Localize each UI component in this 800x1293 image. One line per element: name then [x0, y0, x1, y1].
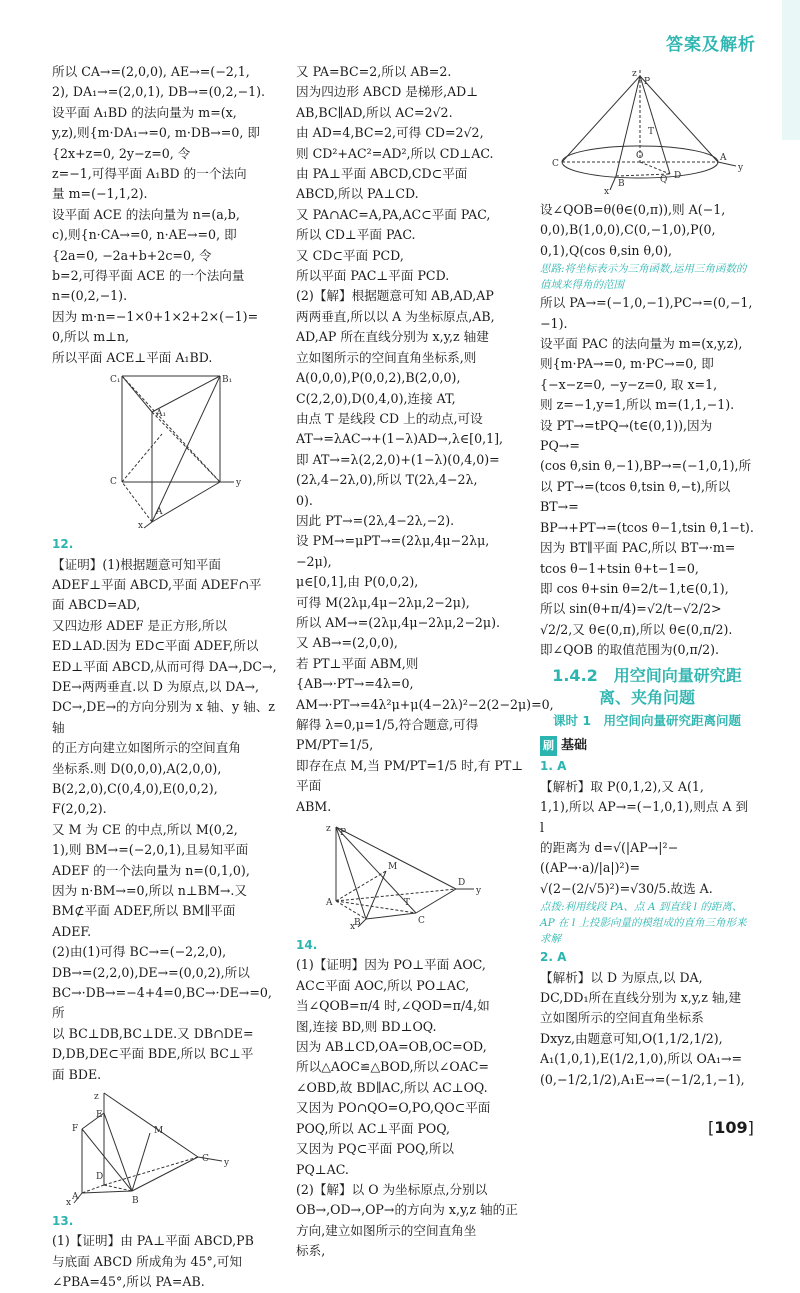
- text-line: 标系,: [296, 1243, 326, 1259]
- note-hint: 点拨:利用线段 PA、点 A 到直线 l 的距离、AP 在 l 上投影向量的模组成的直角三角形来求解: [540, 901, 747, 946]
- text-line: 由 PA⊥平面 ABCD,CD⊂平面: [296, 166, 468, 182]
- text-line: 设平面 ACE 的法向量为 n=(a,b,: [52, 206, 240, 222]
- note-thinking: 思路:将坐标表示为三角函数,运用三角函数的值域来得角的范围: [540, 263, 747, 292]
- text-line: 即存在点 M,当 PM/PT=1/5 时,有 PT⊥平面: [296, 757, 524, 794]
- text-line: 所以 CA→=(2,0,0), AE→=(−2,1,: [52, 64, 250, 79]
- level-icon: 刷: [540, 736, 557, 756]
- text-line: 即 cos θ+sin θ=2/t−1,t∈(0,1),: [540, 580, 729, 596]
- svg-text:T: T: [648, 127, 655, 137]
- text-line: μ∈[0,1],由 P(0,0,2),: [296, 574, 419, 590]
- q14-text: [296, 955, 524, 1261]
- text-line: 设平面 A₁BD 的法向量为 m=(x,: [52, 104, 237, 120]
- text-line: ED⊥AD.因为 ED⊂平面 ADEF,所以: [52, 638, 259, 654]
- text-line: AD,AP 所在直线分别为 x,y,z 轴建: [296, 329, 489, 345]
- text-line: 解得 λ=0,μ=1/5,符合题意,可得: [296, 717, 479, 732]
- text-line: (cos θ,sin θ,−1),BP→=(−1,0,1),所: [540, 458, 752, 474]
- text-line: 0,1),Q(cos θ,sin θ,0),: [540, 242, 672, 258]
- svg-text:A: A: [720, 153, 727, 163]
- text-line: ADEF 的一个法向量为 n=(0,1,0),: [52, 862, 250, 878]
- text-line: 所以平面 ACE⊥平面 A₁BD.: [52, 349, 213, 365]
- figure-pyramid-q13: [296, 821, 496, 931]
- q1-text: [540, 777, 754, 899]
- text-line: 所以 sin(θ+π/4)=√2/t−√2/2>: [540, 601, 722, 617]
- text-line: n=(0,2,−1).: [52, 288, 128, 304]
- svg-text:B: B: [354, 918, 361, 929]
- q12-text: [52, 555, 280, 1086]
- text-line: −1).: [540, 315, 568, 331]
- svg-text:P: P: [340, 828, 347, 839]
- header-title: 答案及解析: [666, 35, 756, 55]
- text-line: 因为 BT∥平面 PAC,所以 BT→·m=: [540, 540, 736, 556]
- text-line: 因为 AB⊥CD,OA=OB,OC=OD,: [296, 1039, 487, 1055]
- text-line: DE→两两垂直.以 D 为原点,以 DA→,: [52, 678, 260, 694]
- text-line: ∠OBD,故 BD∥AC,所以 AC⊥OQ.: [296, 1079, 488, 1095]
- text-line: (1)【证明】因为 PO⊥平面 AOC,: [296, 957, 486, 973]
- text-line: b=2,可得平面 ACE 的一个法向量: [52, 268, 245, 284]
- svg-text:z: z: [632, 69, 637, 79]
- text-line: {AB→·PT→=4λ=0, AM→·PT→=4λ²μ+μ(4−2λ)²−2(2−2μ)=0,: [296, 676, 554, 712]
- q13-number: 13.: [52, 1214, 74, 1229]
- text-line: ADEF⊥平面 ABCD,平面 ADEF∩平: [52, 576, 262, 592]
- text-line: 所以 AM→=(2λμ,4μ−2λμ,2−2μ).: [296, 614, 500, 630]
- svg-text:A: A: [72, 1192, 79, 1203]
- text-line: 坐标系.则 D(0,0,0),A(2,0,0),: [52, 760, 222, 776]
- text-line: 则{m·PA→=0, m·PC→=0, 即{−x−z=0, −y−z=0, 取 x=1,: [540, 356, 718, 392]
- column-3: [540, 62, 754, 1090]
- text-line: BP→+PT→=(tcos θ−1,tsin θ,1−t).: [540, 519, 754, 535]
- text-line: 1),则 BM→=(−2,0,1),且易知平面: [52, 842, 249, 858]
- q12-number: 12.: [52, 537, 74, 552]
- text-line: BM⊄平面 ADEF,所以 BM∥平面: [52, 903, 236, 919]
- text-line: (2λ,4−2λ,0),所以 T(2λ,4−2λ,: [296, 472, 478, 488]
- svg-text:B₁: B₁: [222, 375, 233, 386]
- text-line: OB→,OD→,OP→的方向为 x,y,z 轴的正: [296, 1202, 518, 1218]
- text-line: 若 PT⊥平面 ABM,则: [296, 655, 419, 671]
- svg-text:M: M: [154, 1126, 164, 1137]
- svg-text:T: T: [404, 898, 411, 909]
- svg-text:C: C: [110, 477, 117, 488]
- svg-text:D: D: [458, 878, 466, 889]
- svg-text:y: y: [476, 886, 482, 897]
- svg-text:A: A: [326, 898, 333, 909]
- q2-number: 2. A: [540, 950, 567, 965]
- text-line: F(2,0,2).: [52, 801, 107, 817]
- svg-text:x: x: [66, 1198, 72, 1208]
- text-line: 设 PM→=μPT→=(2λμ,4μ−2λμ,−2μ),: [296, 533, 490, 569]
- svg-text:O: O: [636, 151, 644, 161]
- figure-cone-q14: [540, 66, 750, 196]
- text-line: 因为 m·n=−1×0+1×2+2×(−1)=: [52, 308, 259, 324]
- text-line: tcos θ−1+tsin θ+t−1=0,: [540, 560, 699, 576]
- text-line: ABCD,所以 PA⊥CD.: [296, 186, 419, 202]
- text-line: A₁(1,0,1),E(1/2,1,0),所以 OA₁→=: [540, 1051, 743, 1067]
- col3-text-a: [540, 200, 754, 261]
- text-line: C(2,2,0),D(0,4,0),连接 AT,: [296, 390, 456, 406]
- text-line: 又 M 为 CE 的中点,所以 M(0,2,: [52, 821, 238, 837]
- svg-text:z: z: [326, 824, 331, 835]
- text-line: c),则{n·CA→=0, n·AE→=0, 即{2a=0, −2a+b+2c=0, 令: [52, 227, 237, 263]
- text-line: 因此 PT→=(2λ,4−2λ,−2).: [296, 512, 455, 528]
- text-line: 立如图所示的空间直角坐标系: [540, 1010, 704, 1026]
- text-line: 则 CD²+AC²=AD²,所以 CD⊥AC.: [296, 145, 494, 161]
- text-line: 的距离为 d=√(|AP→|²−((AP→·a)/|a|)²)=: [540, 839, 679, 876]
- text-line: DC,DD₁所在直线分别为 x,y,z 轴,建: [540, 990, 742, 1005]
- level-tag: 基础: [561, 737, 588, 753]
- text-line: 所以 PA→=(−1,0,−1),PC→=(0,−1,: [540, 295, 753, 311]
- text-line: 又 CD⊂平面 PCD,: [296, 247, 404, 263]
- text-line: (2)由(1)可得 BC→=(−2,2,0),: [52, 944, 227, 960]
- q2-text: [540, 968, 754, 1090]
- text-line: 又 PA∩AC=A,PA,AC⊂平面 PAC,: [296, 206, 491, 222]
- svg-text:D: D: [674, 171, 682, 181]
- text-line: 【解析】取 P(0,1,2),又 A(1,: [540, 778, 704, 794]
- svg-text:M: M: [388, 862, 398, 873]
- text-line: 由 AD=4,BC=2,可得 CD=2√2,: [296, 125, 484, 141]
- text-line: 立如图所示的空间直角坐标系,则: [296, 349, 477, 365]
- text-line: 可得 M(2λμ,4μ−2λμ,2−2μ),: [296, 594, 470, 610]
- col1-text: [52, 62, 280, 368]
- page-header: [0, 0, 800, 60]
- text-line: 当∠QOB=π/4 时,∠QOD=π/4,如: [296, 998, 490, 1014]
- svg-text:C₁: C₁: [110, 375, 121, 386]
- text-line: 因为 n·BM→=0,所以 n⊥BM→.又: [52, 883, 248, 898]
- figure-prism-q11: [52, 372, 252, 530]
- text-line: 因为四边形 ABCD 是梯形,AD⊥: [296, 84, 479, 100]
- text-line: (2)【解】以 O 为坐标原点,分别以: [296, 1181, 488, 1197]
- svg-text:x: x: [138, 521, 144, 531]
- text-line: 以 BC⊥DB,BC⊥DE.又 DB∩DE=: [52, 1025, 254, 1041]
- text-line: 由点 T 是线段 CD 上的动点,可设: [296, 410, 483, 426]
- section-title: 1.4.2 用空间向量研究距离、夹角问题: [552, 665, 742, 707]
- col3-text-b: [540, 293, 754, 660]
- svg-text:E: E: [96, 1110, 103, 1121]
- text-line: 即 AT→=λ(2,2,0)+(1−λ)(0,4,0)=: [296, 451, 500, 467]
- text-line: (0,−1/2,1/2),A₁E→=(−1/2,1,−1),: [540, 1071, 745, 1087]
- text-line: 图,连接 BD,则 BD⊥OQ.: [296, 1018, 437, 1034]
- text-line: (2)【解】根据题意可知 AB,AD,AP: [296, 288, 494, 304]
- svg-text:B: B: [132, 1196, 139, 1207]
- q14-number: 14.: [296, 938, 318, 953]
- text-line: 方向,建立如图所示的空间直角坐: [296, 1222, 477, 1238]
- text-line: 所以△AOC≌△BOD,所以∠OAC=: [296, 1059, 489, 1075]
- text-line: 两两垂直,所以以 A 为坐标原点,AB,: [296, 308, 495, 324]
- text-line: 面 BDE.: [52, 1066, 102, 1082]
- text-line: 【解析】以 D 为原点,以 DA,: [540, 969, 703, 985]
- svg-text:A₁: A₁: [156, 409, 167, 420]
- text-line: 2), DA₁→=(2,0,1), DB→=(0,2,−1).: [52, 84, 266, 100]
- svg-text:z: z: [94, 1092, 99, 1103]
- text-line: 又 AB→=(2,0,0),: [296, 635, 398, 651]
- text-line: 1,1),所以 AP→=(−1,0,1),则点 A 到 l: [540, 799, 753, 835]
- text-line: 0).: [296, 492, 313, 508]
- text-line: ADEF.: [52, 923, 92, 939]
- figure-pyramid-q12: [52, 1089, 252, 1207]
- text-line: ED⊥平面 ABCD,从而可得 DA→,DC→,: [52, 658, 277, 674]
- text-line: 设∠QOB=θ(θ∈(0,π)),则 A(−1,: [540, 202, 726, 217]
- side-stripe: [782, 0, 800, 140]
- svg-text:y: y: [224, 1158, 230, 1169]
- page-number-value: 109: [714, 1118, 748, 1137]
- q13-text: [52, 1231, 280, 1292]
- text-line: 又因为 PQ⊂平面 POQ,所以: [296, 1141, 455, 1157]
- text-line: z=−1,可得平面 A₁BD 的一个法向: [52, 166, 247, 182]
- svg-text:y: y: [236, 478, 242, 489]
- text-line: ∠PBA=45°,所以 PA=AB.: [52, 1274, 205, 1290]
- svg-text:F: F: [72, 1124, 79, 1135]
- q1-number: 1. A: [540, 759, 567, 774]
- text-line: 量 m=(−1,1,2).: [52, 186, 148, 202]
- svg-text:C: C: [202, 1154, 209, 1165]
- text-line: AB,BC∥AD,所以 AC=2√2.: [296, 104, 453, 120]
- text-line: 所以 CD⊥平面 PAC.: [296, 227, 416, 243]
- text-line: 设平面 PAC 的法向量为 m=(x,y,z),: [540, 336, 743, 352]
- lesson-title: 课时 1 用空间向量研究距离问题: [552, 712, 742, 728]
- text-line: 面 ABCD=AD,: [52, 597, 141, 613]
- text-line: PQ⊥AC.: [296, 1161, 349, 1177]
- text-line: 又 PA=BC=2,所以 AB=2.: [296, 64, 452, 79]
- svg-text:D: D: [96, 1172, 104, 1183]
- text-line: 以 PT→=(tcos θ,tsin θ,−t),所以 BT→=: [540, 478, 735, 515]
- text-line: 则 z=−1,y=1,所以 m=(1,1,−1).: [540, 397, 735, 413]
- text-line: 又因为 PO∩QO=O,PO,QO⊂平面: [296, 1100, 491, 1116]
- svg-text:x: x: [604, 187, 610, 196]
- text-line: ABM.: [296, 798, 332, 814]
- text-line: 又四边形 ADEF 是正方形,所以: [52, 617, 228, 633]
- page-number: [109]: [708, 1118, 754, 1137]
- text-line: 0,0),B(1,0,0),C(0,−1,0),P(0,: [540, 222, 716, 238]
- svg-text:A: A: [156, 507, 163, 518]
- text-line: DC→,DE→的方向分别为 x 轴、y 轴、z 轴: [52, 699, 279, 735]
- text-line: Dxyz,由题意可知,O(1,1/2,1/2),: [540, 1030, 723, 1046]
- text-line: 设 PT→=tPQ→(t∈(0,1)),因为 PQ→=: [540, 417, 717, 454]
- svg-text:x: x: [350, 922, 356, 932]
- text-line: (1)【证明】由 PA⊥平面 ABCD,PB: [52, 1233, 254, 1249]
- svg-text:Q: Q: [660, 175, 668, 185]
- text-line: y,z),则{m·DA₁→=0, m·DB→=0, 即{2x+z=0, 2y−z=0, 令: [52, 125, 260, 161]
- text-line: A(0,0,0),P(0,0,2),B(2,0,0),: [296, 370, 461, 386]
- text-line: PM/PT=1/5,: [296, 737, 374, 753]
- text-line: AT→=λAC→+(1−λ)AD→,λ∈[0,1],: [296, 431, 504, 447]
- column-1: [52, 62, 280, 1293]
- svg-text:C: C: [418, 916, 425, 927]
- text-line: √(2−(2/√5)²)=√30/5.故选 A.: [540, 880, 713, 896]
- text-line: D,DB,DE⊂平面 BDE,所以 BC⊥平: [52, 1046, 254, 1062]
- svg-text:B: B: [618, 179, 625, 189]
- text-line: 与底面 ABCD 所成角为 45°,可知: [52, 1253, 242, 1269]
- svg-text:P: P: [644, 77, 651, 87]
- text-line: 即∠QOB 的取值范围为(0,π/2).: [540, 642, 719, 658]
- text-line: 所以平面 PAC⊥平面 PCD.: [296, 268, 450, 284]
- text-line: AC⊂平面 AOC,所以 PO⊥AC,: [296, 977, 470, 993]
- text-line: POQ,所以 AC⊥平面 POQ,: [296, 1120, 450, 1136]
- text-line: 的正方向建立如图所示的空间直角: [52, 740, 241, 756]
- text-line: DB→=(2,2,0),DE→=(0,0,2),所以: [52, 964, 250, 980]
- text-line: 0,所以 m⊥n,: [52, 329, 130, 345]
- text-line: √2/2,又 θ∈(0,π),所以 θ∈(0,π/2).: [540, 621, 733, 637]
- svg-text:y: y: [738, 163, 744, 173]
- text-line: B(2,2,0),C(0,4,0),E(0,0,2),: [52, 780, 218, 796]
- svg-text:C: C: [552, 159, 559, 169]
- text-line: BC→·DB→=−4+4=0,BC→·DE→=0,所: [52, 985, 272, 1021]
- text-line: 【证明】(1)根据题意可知平面: [52, 556, 221, 572]
